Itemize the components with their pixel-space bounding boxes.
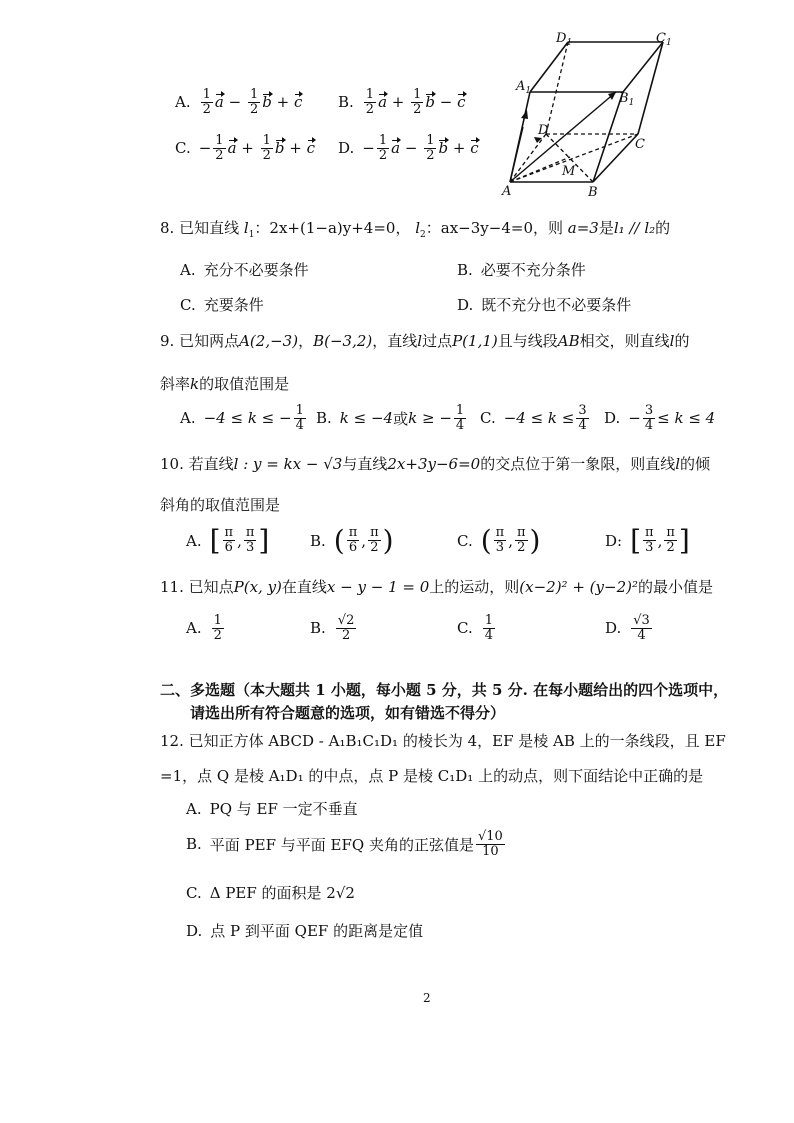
label-d: D [538,123,549,138]
q9-option-d [604,404,715,432]
option-text: k ≤ −4 [339,409,394,428]
option-label: D. [186,922,203,940]
denominator: 6 [224,540,233,555]
vector-a: a [391,139,401,158]
numerator: √3 [633,613,650,628]
q9-k: k [190,375,200,393]
label-a: A [502,184,512,199]
fraction [223,526,236,554]
option-text: 平面 PEF 与平面 EFQ 夹角的正弦值是 [209,835,474,854]
numerator: 3 [578,403,587,418]
label-c: C [635,137,645,152]
numerator: 1 [378,133,388,148]
bracket-open: [ [209,524,221,557]
arrowhead [608,92,616,100]
option-text: ≤ k ≤ 4 [657,409,716,428]
numerator: π [348,525,358,541]
numerator: 1 [365,87,375,102]
bracket-close: ] [258,524,270,557]
numerator: 1 [213,613,222,628]
q11-end: 的最小值是 [637,578,713,596]
denominator: 4 [644,417,654,433]
fraction [664,526,677,554]
denominator: 2 [202,101,211,117]
parallelepiped-figure [498,30,684,200]
denominator: 6 [348,540,358,555]
fraction [244,526,257,554]
q11-option-b [310,614,358,642]
denominator: 2 [666,540,675,555]
q9-tail: 且与线段 [497,332,558,350]
q7-option-c: C. − $\frac{1}{2}$ a + $\frac{1}{2}$ b + c [175,133,316,163]
numerator: 1 [426,133,435,148]
denominator: 4 [578,417,587,433]
q12-stem-line2: =1，点 Q 是棱 A₁D₁ 的中点，点 P 是棱 C₁D₁ 上的动点，则下面结论中正确的是 [160,767,704,785]
q9-point-a: A(2,−3) [239,332,299,350]
numerator: 1 [413,87,422,102]
q12-option-b [186,830,507,858]
q8-stem-end: 的 [655,219,671,237]
section2-heading-line2: 请选出所有符合题意的选项，如有错选不得分） [190,704,506,722]
option-label: C. [180,296,196,314]
option-label: C. [186,884,202,902]
q9-point-p: P(1,1) [452,332,498,350]
option-label: C. [457,531,473,550]
fraction [364,88,376,116]
q10-option-d: D: [ $\frac{\pi}{3}$ , $\frac{\pi}{2}$ ] [605,524,690,557]
option-text: −4 ≤ k ≤ − [203,409,292,428]
q9-ab: AB [557,332,580,350]
numerator: π [645,525,654,541]
denominator: 3 [645,540,654,555]
q9-option-c [480,404,591,432]
q10-option-a: A. [ $\frac{\pi}{6}$ , $\frac{\pi}{3}$ ] [186,524,270,557]
option-label: A. [186,800,202,818]
numerator: π [666,525,675,541]
option-or: 或 [393,409,409,428]
vector-a: a [227,139,237,158]
option-label: D. [338,139,355,158]
denominator: 2 [413,101,422,117]
q12-option-c [186,886,355,901]
q8-stem: 8. 已知直线 $l_1$：2x+(1−a)y+4=0， $l_2$：ax−3y−4=0，则 a=3是l₁ // l₂的 [160,219,671,240]
option-label: B. [316,409,332,428]
denominator: 4 [295,417,304,433]
page-number: 2 [423,991,431,1005]
vector-c: c [457,93,466,112]
q12-option-a [186,802,358,817]
numerator: 1 [455,403,465,418]
q10-mid: 与直线 [342,455,388,473]
label-d1: $D_1$ [556,31,573,48]
option-label: D. [604,409,621,428]
q9-line1: 9. 已知两点 [160,332,240,350]
fraction [377,134,389,162]
option-label: D. [605,619,622,638]
fraction [631,614,652,642]
numerator: π [224,525,234,541]
numerator: π [370,525,379,541]
q9-line2-end: 的取值范围是 [199,375,290,393]
numerator: 1 [484,613,493,628]
q9-option-b [316,404,468,432]
q7-option-b: B. $\frac{1}{2}$ a + $\frac{1}{2}$ b − c [338,87,466,117]
q11-option-c [457,614,497,642]
option-label: C. [175,139,191,158]
fraction [347,526,360,554]
option-label: A. [186,531,202,550]
option-text: 必要不充分条件 [480,261,586,279]
q8-parallel: l₁ // l₂ [613,219,656,237]
fraction [294,404,306,432]
bracket-open: ( [480,524,492,557]
q10-line2: 斜角的取值范围是 [160,496,281,514]
q11-stem [160,580,713,595]
option-label: A. [180,409,196,428]
q8-l1-eq: ：2x+(1−a)y+4=0， [254,219,411,237]
fraction [494,526,507,554]
denominator: 2 [426,147,435,163]
q9-sep: ， [298,332,314,350]
fraction [248,88,260,116]
numerator: 1 [262,133,271,148]
q11-option-a [186,614,226,642]
numerator: 3 [644,403,654,418]
q10-tail: 的倾 [680,455,711,473]
option-label: B. [457,261,473,279]
q9-l: l [417,332,423,350]
label-b: B [588,185,598,200]
q9-point-b: B(−3,2) [313,332,373,350]
fraction [424,134,436,162]
q8-l2: l [415,219,421,237]
q8-l1: l [243,219,249,237]
q11-eq: x − y − 1 = 0 [326,578,430,596]
q11-option-d [605,614,654,642]
option-label: B. [310,531,326,550]
q7-option-d: D. − $\frac{1}{2}$ a − $\frac{1}{2}$ b + c [338,133,479,163]
vector-c: c [306,139,316,158]
vector-b: b [274,139,285,158]
bracket-open: [ [630,524,642,557]
denominator: 2 [262,147,271,163]
numerator: √2 [337,613,355,628]
q10-pre: 10. 若直线 [160,455,234,473]
option-text: PQ 与 EF 一定不垂直 [209,800,358,818]
denominator: 2 [365,101,375,117]
option-text: 既不充分也不必要条件 [481,296,632,314]
fraction [476,830,505,858]
q10-stem-line2 [160,498,280,513]
fraction [212,614,224,642]
denominator: 4 [484,627,493,643]
q12-option-d [186,924,423,939]
denominator: 2 [215,147,224,163]
option-label: A. [180,261,196,279]
fraction [336,614,357,642]
vector-a: a [214,93,224,112]
q11-mid: 在直线 [281,578,327,596]
option-label: C. [480,409,496,428]
denominator: 3 [246,540,255,555]
option-label: D: [605,531,623,550]
fraction [515,526,528,554]
q9-mid: ，直线 [372,332,418,350]
fraction [368,526,381,554]
q11-expr: (x−2)² + (y−2)² [519,578,638,596]
denominator: 4 [637,627,646,643]
fraction [213,134,225,162]
option-label: A. [175,93,191,112]
arrowhead [521,110,528,119]
option-text: 点 P 到平面 QEF 的距离是定值 [210,922,424,940]
q7-option-a: A. $\frac{1}{2}$ a − $\frac{1}{2}$ b + c [175,87,303,117]
numerator: π [516,525,526,541]
q8-l2-eq: ：ax−3y−4=0，则 [425,219,563,237]
fraction [643,526,656,554]
section2-heading-line1: 二、多选题（本大题共 1 小题，每小题 5 分，共 5 分. 在每小题给出的四个选项中， [160,681,729,699]
q9-option-a [180,404,308,432]
vector-c: c [470,139,479,158]
q9-l2: l [669,332,675,350]
denominator: 2 [213,627,222,643]
numerator: 1 [215,133,224,148]
numerator: 1 [202,87,211,102]
option-label: C. [457,619,473,638]
option-text: 充要条件 [203,296,264,314]
option-label: B. [338,93,354,112]
option-label: B. [310,619,326,638]
q11-pre: 11. 已知点 [160,578,234,596]
bracket-close: ) [382,524,394,557]
q12-stem-line1: 12. 已知正方体 ABCD - A₁B₁C₁D₁ 的棱长为 4，EF 是棱 AB 上的一条线段，且 EF [160,732,726,750]
q8-option-a [180,263,309,278]
label-m: M [562,164,576,179]
vector-b: b [262,93,272,112]
bracket-open: ( [333,524,345,557]
option-label: B. [186,835,202,854]
option-text: k ≥ − [408,409,452,428]
q10-line2-eq: 2x+3y−6=0 [387,455,481,473]
vector-b: b [438,139,449,158]
q9-pass: 过点 [422,332,453,350]
numerator: 1 [249,87,259,102]
q10-line-eq: l : y = kx − √3 [233,455,343,473]
denominator: 3 [495,540,505,555]
option-label: D. [457,296,474,314]
q9-line2: 斜率 [160,375,191,393]
vector-a: a [378,93,388,112]
q9-stem-line2 [160,377,289,392]
label-c1: $C_1$ [656,31,672,48]
fraction [483,614,495,642]
q9-tail3: 的 [674,332,690,350]
q8-option-d [457,298,631,313]
q10-l: l [675,455,681,473]
q8-option-c [180,298,264,313]
numerator: π [495,525,505,541]
q11-point-p: P(x, y) [233,578,282,596]
denominator: 10 [482,843,499,859]
q9-stem-line1 [160,334,689,349]
fraction [261,134,273,162]
q11-mid2: 上的运动，则 [429,578,520,596]
q10-end: 的交点位于第一象限，则直线 [480,455,676,473]
numerator: 1 [295,403,304,418]
denominator: 2 [341,627,351,643]
label-b1: $B_1$ [619,91,635,108]
label-a1: $A_1$ [516,79,532,96]
q10-stem-line1 [160,457,710,472]
numerator: √10 [477,829,503,844]
option-text: Δ PEF 的面积是 2√2 [209,884,355,902]
q8-stem-prefix: 8. 已知直线 [160,219,240,237]
fraction [454,404,466,432]
option-text: 充分不必要条件 [203,261,309,279]
q8-stem-mid: 是 [598,219,614,237]
option-text: −4 ≤ k ≤ [503,409,575,428]
q10-option-c: C. ( $\frac{\pi}{3}$ , $\frac{\pi}{2}$ ) [457,524,541,557]
denominator: 2 [517,540,526,555]
fraction [576,404,588,432]
denominator: 2 [249,101,259,117]
vector-b: b [425,93,436,112]
denominator: 2 [378,147,388,163]
fraction [411,88,423,116]
option-text: − [628,409,641,428]
denominator: 2 [370,540,379,555]
q10-option-b: B. ( $\frac{\pi}{6}$ , $\frac{\pi}{2}$ ) [310,524,394,557]
fraction [643,404,655,432]
q8-cond: a=3 [567,219,599,237]
q9-tail2: 相交，则直线 [579,332,670,350]
bracket-close: ] [678,524,690,557]
bracket-close: ) [529,524,541,557]
q8-option-b [457,263,586,278]
fraction [201,88,213,116]
option-label: A. [186,619,202,638]
denominator: 4 [455,417,465,433]
numerator: π [245,525,255,541]
vector-c: c [293,93,303,112]
